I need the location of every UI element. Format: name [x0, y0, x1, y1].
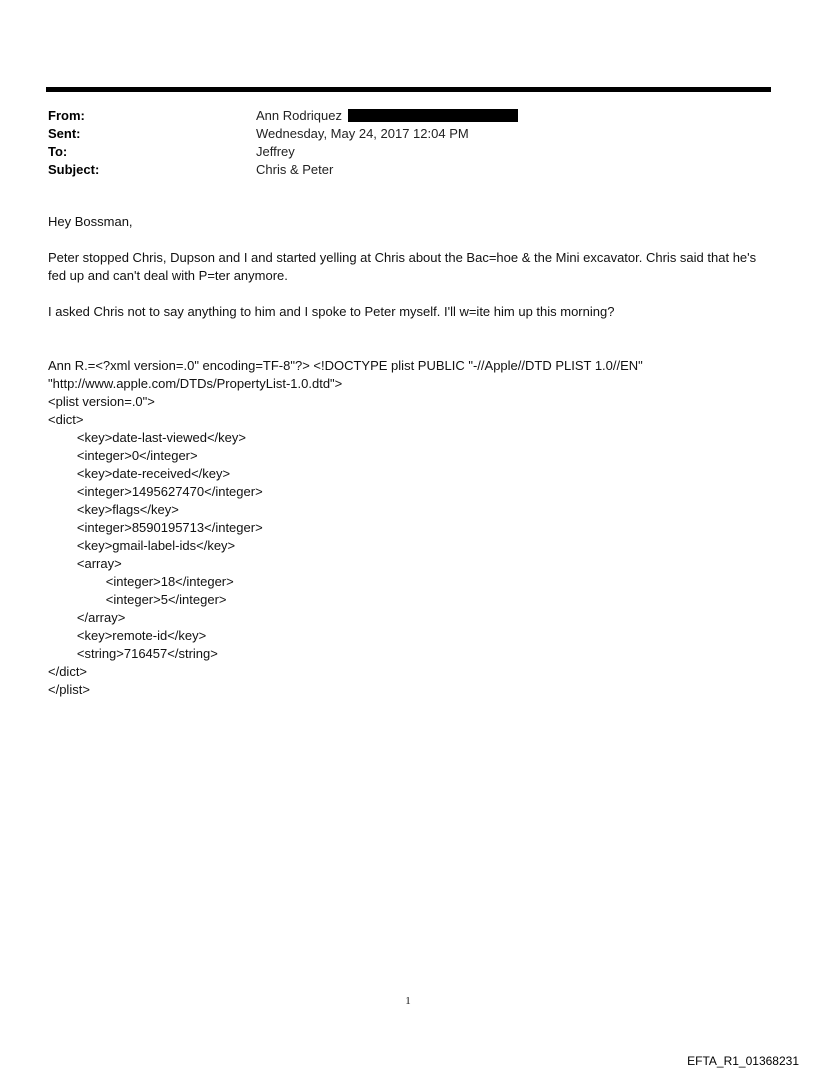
- from-row: [48, 107, 748, 125]
- plist-line: <key>date-received</key>: [48, 466, 231, 481]
- plist-line: <integer>5</integer>: [48, 592, 227, 607]
- plist-line: </dict>: [48, 664, 88, 679]
- plist-line: <key>date-last-viewed</key>: [48, 430, 246, 445]
- body-paragraph-2: I asked Chris not to say anything to him and I spoke to Peter myself. I'll w=ite him up this morning?: [48, 304, 615, 319]
- signature-line-1: Ann R.=<?xml version=.0" encoding=TF-8"?> <!DOCTYPE plist PUBLIC "-//Apple//DTD PLIST 1.0//EN": [48, 358, 643, 373]
- page-number: 1: [405, 995, 411, 1007]
- sent-row: [48, 125, 748, 143]
- plist-line: <integer>0</integer>: [48, 448, 198, 463]
- email-body: [48, 213, 763, 699]
- subject-row: [48, 161, 748, 179]
- plist-line: <key>gmail-label-ids</key>: [48, 538, 236, 553]
- signature-line-2: "http://www.apple.com/DTDs/PropertyList-1.0.dtd">: [48, 376, 343, 391]
- plist-line: <dict>: [48, 412, 84, 427]
- sent-value: Wednesday, May 24, 2017 12:04 PM: [256, 126, 469, 141]
- plist-line: <integer>1495627470</integer>: [48, 484, 263, 499]
- plist-block: [48, 393, 763, 699]
- plist-line: <plist version=.0">: [48, 394, 155, 409]
- spacer: [48, 339, 763, 357]
- plist-line: <integer>18</integer>: [48, 574, 234, 589]
- greeting: Hey Bossman,: [48, 214, 133, 229]
- plist-line: <key>remote-id</key>: [48, 628, 207, 643]
- plist-line: </array>: [48, 610, 126, 625]
- plist-line: </plist>: [48, 682, 90, 697]
- to-row: [48, 143, 748, 161]
- subject-value: Chris & Peter: [256, 162, 334, 177]
- email-header: [48, 107, 748, 179]
- document-id: EFTA_R1_01368231: [687, 1054, 799, 1068]
- from-label: From:: [48, 108, 85, 123]
- to-value: Jeffrey: [256, 144, 295, 159]
- from-value: [256, 107, 518, 125]
- subject-label: Subject:: [48, 162, 100, 177]
- plist-line: <string>716457</string>: [48, 646, 218, 661]
- header-divider: [46, 87, 771, 92]
- plist-line: <integer>8590195713</integer>: [48, 520, 263, 535]
- plist-line: <key>flags</key>: [48, 502, 179, 517]
- body-paragraph-1: Peter stopped Chris, Dupson and I and started yelling at Chris about the Bac=hoe & the Mini excavator. Chris said that he's fed up and can't deal with P=ter anymore.: [48, 250, 757, 283]
- sender-name: Ann Rodriquez: [256, 108, 342, 123]
- sent-label: Sent:: [48, 126, 81, 141]
- redaction-box: [348, 109, 518, 122]
- plist-line: <array>: [48, 556, 122, 571]
- to-label: To:: [48, 144, 68, 159]
